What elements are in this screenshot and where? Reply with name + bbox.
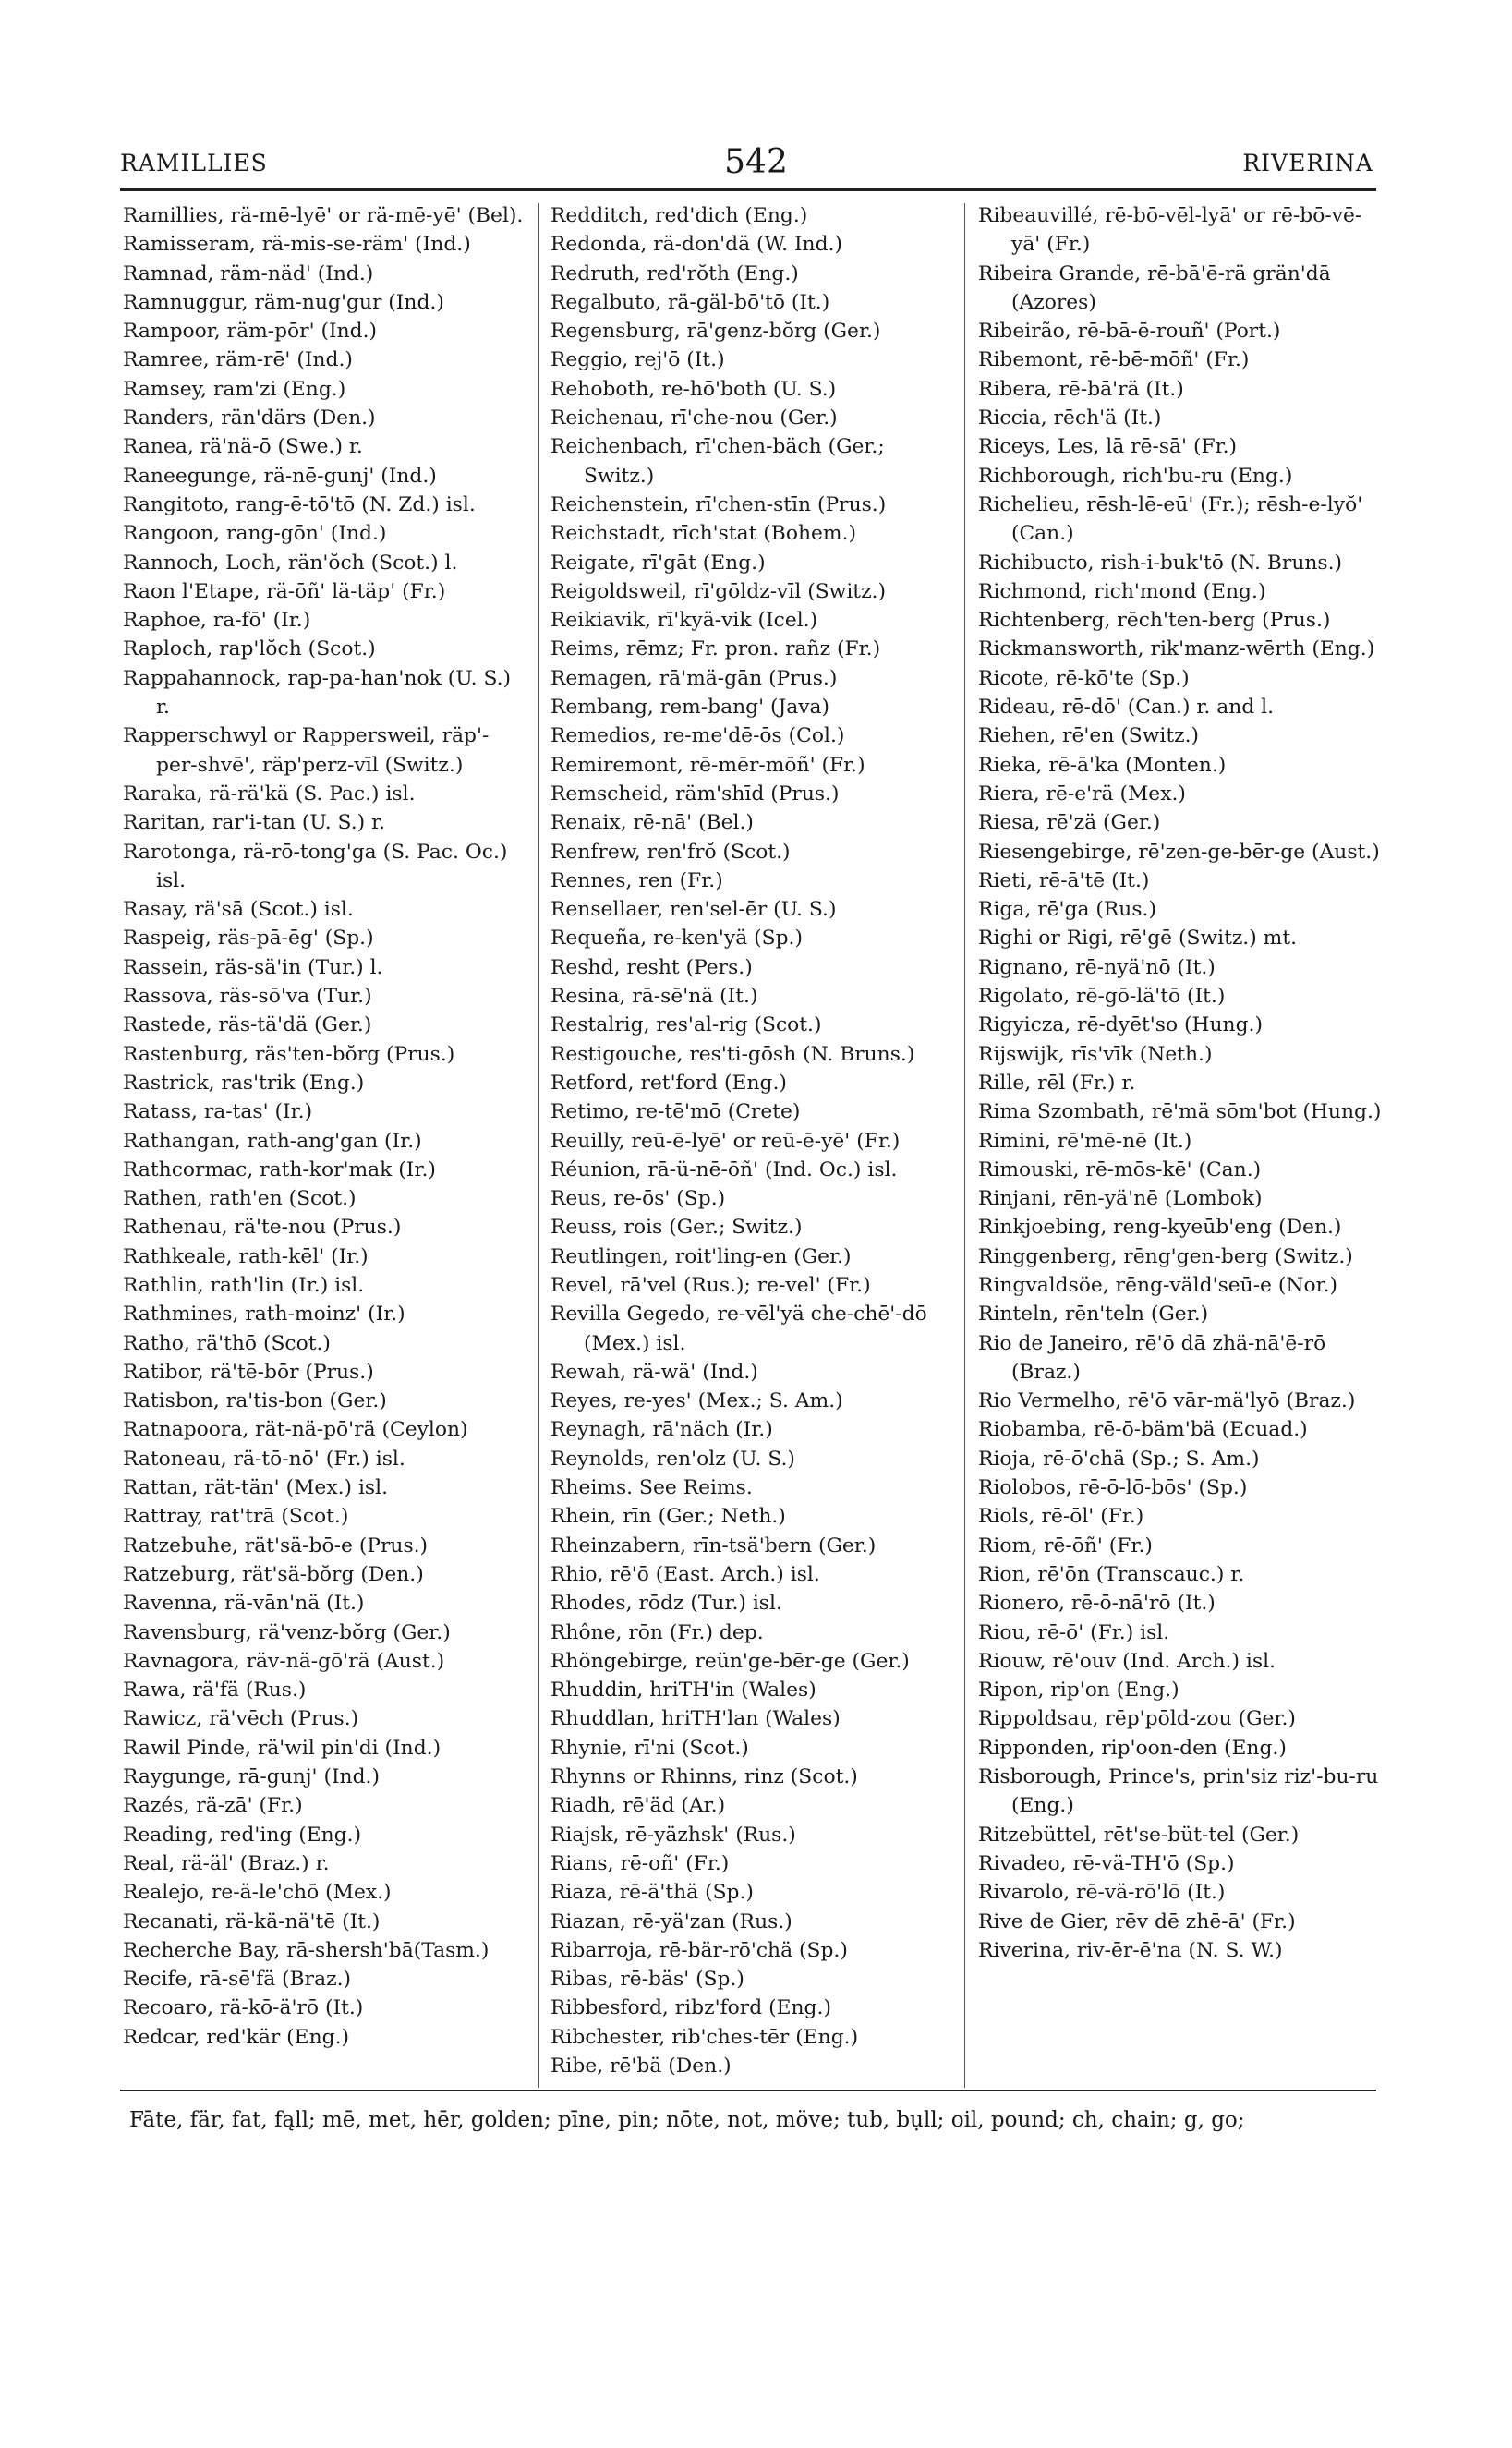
gazetteer-entry: Rivarolo, rē-vä-rō'lō (It.) xyxy=(978,1881,1226,1905)
gazetteer-entry: Raneegunge, rä-nē-gunj' (Ind.) xyxy=(123,464,437,488)
gazetteer-entry: Rijswijk, rīs'vīk (Neth.) xyxy=(978,1042,1213,1066)
gazetteer-entry: Real, rä-äl' (Braz.) r. xyxy=(123,1851,330,1875)
gazetteer-entry: Reigoldsweil, rī'gōldz-vīl (Switz.) xyxy=(550,579,886,603)
gazetteer-entry: Reus, re-ōs' (Sp.) xyxy=(550,1187,726,1211)
gazetteer-entry: Ramree, räm-rē' (Ind.) xyxy=(123,348,353,372)
gazetteer-entry: Reynagh, rā'näch (Ir.) xyxy=(550,1418,773,1442)
gazetteer-entry: Rewah, rä-wä' (Ind.) xyxy=(550,1360,758,1384)
gazetteer-entry: Raygunge, rā-gunj' (Ind.) xyxy=(123,1765,380,1789)
gazetteer-entry: Recanati, rä-kä-nä'tē (It.) xyxy=(123,1909,381,1933)
gazetteer-entry: Rawil Pinde, rä'wil pin'di (Ind.) xyxy=(123,1736,442,1760)
gazetteer-entry: Reuilly, reū-ē-lyē' or reū-ē-yē' (Fr.) xyxy=(550,1129,901,1153)
gazetteer-entry: Reshd, resht (Pers.) xyxy=(550,955,753,979)
gazetteer-entry: Regensburg, rā'genz-bŏrg (Ger.) xyxy=(550,320,881,344)
gazetteer-entry: Riaza, rē-ä'thä (Sp.) xyxy=(550,1881,754,1905)
gazetteer-entry: Ratho, rä'thō (Scot.) xyxy=(123,1331,331,1355)
gazetteer-entry: Riverina, riv-ēr-ē'na (N. S. W.) xyxy=(978,1938,1283,1962)
gazetteer-entry: Rapperschwyl or Rappersweil, räp'-per-shvē', räp'perz-vīl (Switz.) xyxy=(123,724,490,777)
footer-rule xyxy=(120,2090,1376,2091)
gazetteer-entry: Restigouche, res'ti-gōsh (N. Bruns.) xyxy=(550,1042,915,1066)
gazetteer-entry: Reichenbach, rī'chen-bäch (Ger.; Switz.) xyxy=(550,435,885,488)
gazetteer-entry: Raraka, rä-rä'kä (S. Pac.) isl. xyxy=(123,782,416,806)
gazetteer-entry: Rimouski, rē-mōs-kē' (Can.) xyxy=(978,1157,1262,1182)
gazetteer-entry: Raploch, rap'lŏch (Scot.) xyxy=(123,637,376,661)
gazetteer-entry: Riesa, rē'zä (Ger.) xyxy=(978,811,1161,835)
gazetteer-entry: Rattan, rät-tän' (Mex.) isl. xyxy=(123,1476,388,1500)
gazetteer-entry: Rastrick, ras'trik (Eng.) xyxy=(123,1071,365,1095)
gazetteer-entry: Ribarroja, rē-bär-rō'chä (Sp.) xyxy=(550,1938,848,1962)
gazetteer-entry: Rhodes, rōdz (Tur.) isl. xyxy=(550,1592,782,1616)
gazetteer-entry: Richibucto, rish-i-buk'tō (N. Bruns.) xyxy=(978,551,1343,575)
gazetteer-entry: Ravensburg, rä'venz-bŏrg (Ger.) xyxy=(123,1620,451,1644)
gazetteer-entry: Rangoon, rang-gōn' (Ind.) xyxy=(123,522,387,546)
gazetteer-entry: Restalrig, res'al-rig (Scot.) xyxy=(550,1013,822,1037)
gazetteer-entry: Ripon, rip'on (Eng.) xyxy=(978,1678,1179,1703)
gazetteer-entry: Rarotonga, rä-rō-tong'ga (S. Pac. Oc.) isl. xyxy=(123,840,508,892)
gazetteer-entry: Rensellaer, ren'sel-ēr (U. S.) xyxy=(550,898,837,922)
gazetteer-entry: Ratass, ra-tas' (Ir.) xyxy=(123,1100,313,1124)
gazetteer-entry: Reggio, rej'ō (It.) xyxy=(550,348,725,372)
gazetteer-entry: Ravnagora, räv-nä-gō'rä (Aust.) xyxy=(123,1649,445,1673)
gazetteer-entry: Richmond, rich'mond (Eng.) xyxy=(978,579,1266,603)
gazetteer-entry: Ritzebüttel, rēt'se-büt-tel (Ger.) xyxy=(978,1823,1300,1847)
gazetteer-entry: Reichstadt, rīch'stat (Bohem.) xyxy=(550,522,856,546)
page-number: 542 xyxy=(724,143,788,181)
gazetteer-entry: Ratoneau, rä-tō-nō' (Fr.) isl. xyxy=(123,1447,405,1471)
gazetteer-entry: Rattray, rat'trā (Scot.) xyxy=(123,1505,349,1529)
gazetteer-entry: Rappahannock, rap-pa-han'nok (U. S.) r. xyxy=(123,666,512,720)
gazetteer-entry: Ramnad, räm-näd' (Ind.) xyxy=(123,261,374,285)
gazetteer-entry: Rinjani, rēn-yä'nē (Lombok) xyxy=(978,1187,1263,1211)
gazetteer-entry: Ramsey, ram'zi (Eng.) xyxy=(123,377,346,401)
gazetteer-entry: Recife, rā-sē'fä (Braz.) xyxy=(123,1968,352,1992)
gazetteer-entry: Réunion, rā-ü-nē-ōñ' (Ind. Oc.) isl. xyxy=(550,1157,898,1182)
gazetteer-entry: Raon l'Etape, rä-ōñ' lä-täp' (Fr.) xyxy=(123,579,446,603)
gazetteer-entry: Ratnapoora, rät-nä-pō'rä (Ceylon) xyxy=(123,1418,468,1442)
gazetteer-entry: Raspeig, räs-pā-ēg' (Sp.) xyxy=(123,927,374,951)
gazetteer-entry: Rennes, ren (Fr.) xyxy=(550,868,723,892)
gazetteer-entry: Riols, rē-ōl' (Fr.) xyxy=(978,1505,1144,1529)
gazetteer-entry: Rheims. See Reims. xyxy=(550,1476,753,1500)
gazetteer-entry: Reading, red'ing (Eng.) xyxy=(123,1823,362,1847)
gazetteer-entry: Ringgenberg, rēng'gen-berg (Switz.) xyxy=(978,1244,1353,1268)
gazetteer-entry: Rhio, rē'ō (East. Arch.) isl. xyxy=(550,1562,820,1586)
gazetteer-entry: Riadh, rē'äd (Ar.) xyxy=(550,1794,726,1818)
gazetteer-entry: Razés, rä-zā' (Fr.) xyxy=(123,1794,303,1818)
gazetteer-entry: Rieti, rē-ā'tē (It.) xyxy=(978,868,1150,892)
gazetteer-entry: Riobamba, rē-ō-bäm'bä (Ecuad.) xyxy=(978,1418,1308,1442)
gazetteer-entry: Rawa, rä'fä (Rus.) xyxy=(123,1678,307,1703)
gazetteer-entry: Risborough, Prince's, prin'siz riz'-bu-ru (Eng.) xyxy=(978,1765,1379,1818)
gazetteer-entry: Rastede, räs-tä'dä (Ger.) xyxy=(123,1013,372,1037)
gazetteer-entry: Righi or Rigi, rē'gē (Switz.) mt. xyxy=(978,927,1298,951)
gazetteer-entry: Rassova, räs-sō'va (Tur.) xyxy=(123,985,372,1009)
gazetteer-entry: Ramnuggur, räm-nug'gur (Ind.) xyxy=(123,290,444,314)
gazetteer-entry: Ranea, rä'nä-ō (Swe.) r. xyxy=(123,435,363,459)
gazetteer-entry: Recherche Bay, rā-shersh'bā(Tasm.) xyxy=(123,1938,490,1962)
pronunciation-key: Fāte, fär, fat, fąll; mē, met, hēr, golden; pīne, pin; nōte, not, möve; tub, bụll; oil, pound; ch, chain; g, go; xyxy=(129,2108,1245,2132)
gazetteer-entry: Riou, rē-ō' (Fr.) isl. xyxy=(978,1620,1170,1644)
gazetteer-column-3 xyxy=(978,201,1385,2081)
gazetteer-entry: Rastenburg, räs'ten-bŏrg (Prus.) xyxy=(123,1042,455,1066)
gazetteer-entry: Rhuddlan, hriTH'lan (Wales) xyxy=(550,1707,841,1731)
gazetteer-entry: Rioja, rē-ō'chä (Sp.; S. Am.) xyxy=(978,1447,1260,1471)
gazetteer-entry: Rio Vermelho, rē'ō vār-mä'lyō (Braz.) xyxy=(978,1389,1356,1413)
gazetteer-entry: Ribeauvillé, rē-bō-vēl-lyā' or rē-bō-vē-yā' (Fr.) xyxy=(978,204,1362,257)
gazetteer-column-1 xyxy=(123,201,529,2081)
gazetteer-entry: Retimo, re-tē'mō (Crete) xyxy=(550,1100,801,1124)
gazetteer-entry: Ratisbon, ra'tis-bon (Ger.) xyxy=(123,1389,387,1413)
gazetteer-entry: Raritan, rar'i-tan (U. S.) r. xyxy=(123,811,386,835)
gazetteer-entry: Resina, rā-sē'nä (It.) xyxy=(550,985,758,1009)
gazetteer-entry: Rasay, rä'sā (Scot.) isl. xyxy=(123,898,354,922)
gazetteer-entry: Riera, rē-e'rä (Mex.) xyxy=(978,782,1186,806)
gazetteer-entry: Rannoch, Loch, rän'ŏch (Scot.) l. xyxy=(123,551,458,575)
gazetteer-entry: Rhynie, rī'ni (Scot.) xyxy=(550,1736,749,1760)
gazetteer-entry: Rathen, rath'en (Scot.) xyxy=(123,1187,357,1211)
gazetteer-entry: Revel, rā'vel (Rus.); re-vel' (Fr.) xyxy=(550,1273,871,1297)
gazetteer-entry: Ramisseram, rä-mis-se-räm' (Ind.) xyxy=(123,233,471,257)
gazetteer-entry: Ribchester, rib'ches-tēr (Eng.) xyxy=(550,2025,859,2049)
gazetteer-entry: Riccia, rēch'ä (It.) xyxy=(978,406,1162,430)
gazetteer-entry: Rieka, rē-ā'ka (Monten.) xyxy=(978,753,1227,777)
gazetteer-entry: Ribe, rē'bä (Den.) xyxy=(550,2054,732,2078)
gazetteer-entry: Riouw, rē'ouv (Ind. Arch.) isl. xyxy=(978,1649,1276,1673)
gazetteer-entry: Redonda, rä-don'dä (W. Ind.) xyxy=(550,233,842,257)
gazetteer-entry: Rigolato, rē-gō-lä'tō (It.) xyxy=(978,985,1226,1009)
gazetteer-entry: Ribera, rē-bā'rä (It.) xyxy=(978,377,1184,401)
gazetteer-entry: Raphoe, ra-fō' (Ir.) xyxy=(123,609,311,633)
gazetteer-entry: Rignano, rē-nyä'nō (It.) xyxy=(978,955,1216,979)
gazetteer-entry: Rheinzabern, rīn-tsä'bern (Ger.) xyxy=(550,1533,877,1557)
gazetteer-entry: Reuss, rois (Ger.; Switz.) xyxy=(550,1216,803,1240)
gazetteer-entry: Rippoldsau, rēp'pōld-zou (Ger.) xyxy=(978,1707,1296,1731)
gazetteer-entry: Ravenna, rä-vān'nä (It.) xyxy=(123,1592,365,1616)
gazetteer-entry: Reikiavik, rī'kyä-vik (Icel.) xyxy=(550,609,818,633)
gazetteer-entry: Rima Szombath, rē'mä sōm'bot (Hung.) xyxy=(978,1100,1382,1124)
gazetteer-entry: Rawicz, rä'vēch (Prus.) xyxy=(123,1707,359,1731)
gazetteer-entry: Rhein, rīn (Ger.; Neth.) xyxy=(550,1505,786,1529)
gazetteer-entry: Reims, rēmz; Fr. pron. rañz (Fr.) xyxy=(550,637,881,661)
gazetteer-entry: Ratzeburg, rät'sä-bŏrg (Den.) xyxy=(123,1562,424,1586)
gazetteer-entry: Richtenberg, rēch'ten-berg (Prus.) xyxy=(978,609,1331,633)
gazetteer-entry: Rille, rēl (Fr.) r. xyxy=(978,1071,1136,1095)
gazetteer-entry: Rehoboth, re-hō'both (U. S.) xyxy=(550,377,837,401)
gazetteer-entry: Redcar, red'kär (Eng.) xyxy=(123,2025,350,2049)
gazetteer-entry: Riehen, rē'en (Switz.) xyxy=(978,724,1200,748)
gazetteer-entry: Riazan, rē-yä'zan (Rus.) xyxy=(550,1909,792,1933)
gazetteer-entry: Remscheid, räm'shīd (Prus.) xyxy=(550,782,840,806)
running-head-left: RAMILLIES xyxy=(120,150,268,176)
gazetteer-entry: Renaix, rē-nā' (Bel.) xyxy=(550,811,754,835)
gazetteer-entry: Riesengebirge, rē'zen-ge-bēr-ge (Aust.) xyxy=(978,840,1380,864)
gazetteer-entry: Richborough, rich'bu-ru (Eng.) xyxy=(978,464,1293,488)
gazetteer-entry: Rathcormac, rath-kor'mak (Ir.) xyxy=(123,1157,436,1182)
gazetteer-entry: Rideau, rē-dō' (Can.) r. and l. xyxy=(978,696,1275,720)
gazetteer-entry: Reynolds, ren'olz (U. S.) xyxy=(550,1447,795,1471)
gazetteer-entry: Ribeira Grande, rē-bā'ē-rä grän'dā (Azores) xyxy=(978,261,1331,314)
gazetteer-entry: Remedios, re-me'dē-ōs (Col.) xyxy=(550,724,845,748)
gazetteer-entry: Ramillies, rä-mē-lyē' or rä-mē-yē' (Bel). xyxy=(123,204,524,227)
gazetteer-column-2 xyxy=(550,201,952,2081)
gazetteer-entry: Ringvaldsöe, rēng-väld'seū-e (Nor.) xyxy=(978,1273,1338,1297)
gazetteer-entry: Remagen, rā'mä-gān (Prus.) xyxy=(550,666,838,690)
gazetteer-entry: Reutlingen, roit'ling-en (Ger.) xyxy=(550,1244,852,1268)
gazetteer-entry: Revilla Gegedo, re-vēl'yä che-chē'-dō (Mex.) isl. xyxy=(550,1303,927,1355)
gazetteer-entry: Reigate, rī'gāt (Eng.) xyxy=(550,551,766,575)
gazetteer-entry: Rampoor, räm-pōr' (Ind.) xyxy=(123,320,378,344)
gazetteer-entry: Rathangan, rath-ang'gan (Ir.) xyxy=(123,1129,422,1153)
gazetteer-entry: Ribemont, rē-bē-mōñ' (Fr.) xyxy=(978,348,1250,372)
gazetteer-entry: Rhynns or Rhinns, rinz (Scot.) xyxy=(550,1765,858,1789)
gazetteer-entry: Redruth, red'rŏth (Eng.) xyxy=(550,261,799,285)
gazetteer-entry: Rathenau, rä'te-nou (Prus.) xyxy=(123,1216,402,1240)
gazetteer-entry: Reyes, re-yes' (Mex.; S. Am.) xyxy=(550,1389,843,1413)
column-divider xyxy=(964,203,965,2088)
gazetteer-entry: Renfrew, ren'frŏ (Scot.) xyxy=(550,840,791,864)
gazetteer-entry: Rhône, rōn (Fr.) dep. xyxy=(550,1620,764,1644)
gazetteer-entry: Ripponden, rip'oon-den (Eng.) xyxy=(978,1736,1287,1760)
gazetteer-entry: Rio de Janeiro, rē'ō dā zhä-nā'ē-rō (Braz.) xyxy=(978,1331,1326,1384)
gazetteer-entry: Requeña, re-ken'yä (Sp.) xyxy=(550,927,803,951)
gazetteer-entry: Realejo, re-ä-le'chō (Mex.) xyxy=(123,1881,392,1905)
running-head-right: RIVERINA xyxy=(1242,150,1373,176)
gazetteer-entry: Rhuddin, hriTH'in (Wales) xyxy=(550,1678,816,1703)
gazetteer-entry: Riga, rē'ga (Rus.) xyxy=(978,898,1156,922)
gazetteer-entry: Rians, rē-oñ' (Fr.) xyxy=(550,1851,730,1875)
gazetteer-entry: Rinkjoebing, reng-kyeūb'eng (Den.) xyxy=(978,1216,1342,1240)
gazetteer-entry: Ratzebuhe, rät'sä-bō-e (Prus.) xyxy=(123,1533,429,1557)
gazetteer-entry: Riajsk, rē-yäzhsk' (Rus.) xyxy=(550,1823,796,1847)
gazetteer-entry: Rhöngebirge, reün'ge-bēr-ge (Ger.) xyxy=(550,1649,910,1673)
gazetteer-entry: Rassein, räs-sä'in (Tur.) l. xyxy=(123,955,383,979)
gazetteer-entry: Ribbesford, ribz'ford (Eng.) xyxy=(550,1996,831,2020)
gazetteer-entry: Ribas, rē-bäs' (Sp.) xyxy=(550,1968,744,1992)
gazetteer-entry: Rivadeo, rē-vä-TH'ō (Sp.) xyxy=(978,1851,1235,1875)
gazetteer-entry: Rimini, rē'mē-nē (It.) xyxy=(978,1129,1192,1153)
gazetteer-entry: Rathkeale, rath-kēl' (Ir.) xyxy=(123,1244,369,1268)
gazetteer-entry: Rembang, rem-bang' (Java) xyxy=(550,696,830,720)
header-rule xyxy=(120,188,1376,191)
gazetteer-entry: Ricote, rē-kō'te (Sp.) xyxy=(978,666,1190,690)
gazetteer-entry: Riceys, Les, lā rē-sā' (Fr.) xyxy=(978,435,1238,459)
gazetteer-entry: Retford, ret'ford (Eng.) xyxy=(550,1071,787,1095)
gazetteer-entry: Reichenstein, rī'chen-stīn (Prus.) xyxy=(550,492,887,516)
gazetteer-entry: Reichenau, rī'che-nou (Ger.) xyxy=(550,406,838,430)
gazetteer-entry: Rangitoto, rang-ē-tō'tō (N. Zd.) isl. xyxy=(123,492,476,516)
column-divider xyxy=(538,203,539,2088)
gazetteer-entry: Rinteln, rēn'teln (Ger.) xyxy=(978,1303,1209,1327)
gazetteer-entry: Rive de Gier, rēv dē zhē-ā' (Fr.) xyxy=(978,1909,1296,1933)
gazetteer-entry: Rigyicza, rē-dyēt'so (Hung.) xyxy=(978,1013,1263,1037)
gazetteer-entry: Riolobos, rē-ō-lō-bōs' (Sp.) xyxy=(978,1476,1248,1500)
gazetteer-entry: Recoaro, rä-kō-ä'rō (It.) xyxy=(123,1996,364,2020)
gazetteer-entry: Rion, rē'ōn (Transcauc.) r. xyxy=(978,1562,1245,1586)
gazetteer-entry: Ribeirão, rē-bā-ē-rouñ' (Port.) xyxy=(978,320,1281,344)
gazetteer-entry: Randers, rän'därs (Den.) xyxy=(123,406,376,430)
gazetteer-entry: Riom, rē-ōñ' (Fr.) xyxy=(978,1533,1153,1557)
gazetteer-entry: Rickmansworth, rik'manz-wērth (Eng.) xyxy=(978,637,1375,661)
gazetteer-entry: Richelieu, rēsh-lē-eū' (Fr.); rēsh-e-lyŏ' (Can.) xyxy=(978,492,1363,546)
gazetteer-entry: Rionero, rē-ō-nā'rō (It.) xyxy=(978,1592,1216,1616)
gazetteer-entry: Redditch, red'dich (Eng.) xyxy=(550,204,808,227)
gazetteer-entry: Rathlin, rath'lin (Ir.) isl. xyxy=(123,1273,365,1297)
gazetteer-entry: Rathmines, rath-moinz' (Ir.) xyxy=(123,1303,405,1327)
gazetteer-entry: Ratibor, rä'tē-bōr (Prus.) xyxy=(123,1360,374,1384)
gazetteer-entry: Regalbuto, rä-gäl-bō'tō (It.) xyxy=(550,290,830,314)
gazetteer-entry: Remiremont, rē-mēr-mōñ' (Fr.) xyxy=(550,753,865,777)
